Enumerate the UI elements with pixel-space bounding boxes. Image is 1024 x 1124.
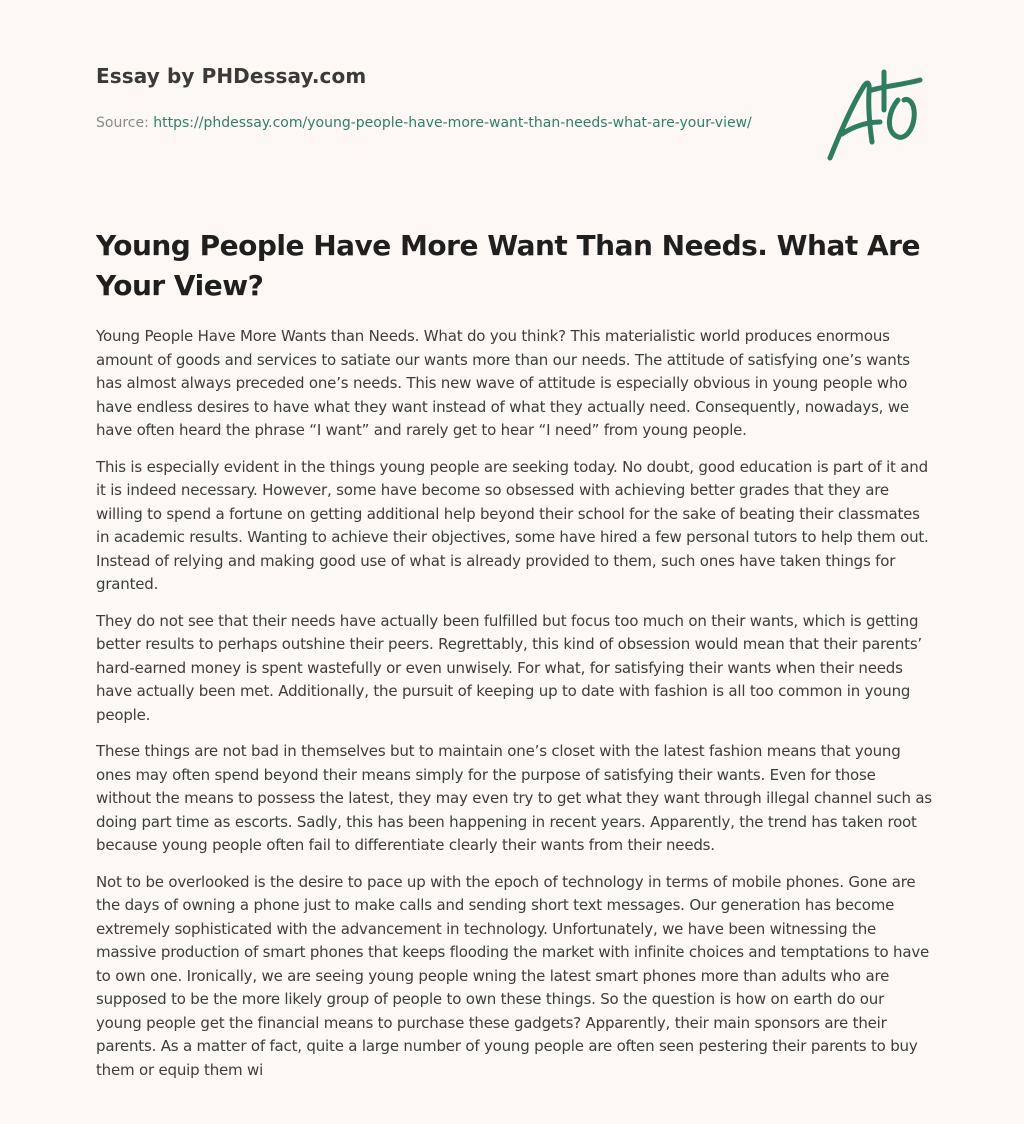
- essay-paragraph: These things are not bad in themselves but to maintain one’s closet with the latest fashion means that young ones may often spend beyond their means simply for the purpose of satisfying their wants. Even for those without the means to possess the latest, they may even try to get what they want through illegal channel such as doing part time as escorts. Sadly, this has been happening in recent years. Apparently, the trend has taken root because young people often fail to differentiate clearly their wants from their needs.: [96, 742, 932, 854]
- essay-paragraph: They do not see that their needs have actually been fulfilled but focus too much on their wants, which is getting better results to perhaps outshine their peers. Regrettably, this kind of obsession would mean that their parents’ hard-earned money is spent wastefully or even unwisely. For what, for satisfying their wants when their needs have actually been met. Additionally, the pursuit of keeping up to date with fashion is all too common in young people.: [96, 611, 922, 724]
- a-plus-logo-icon: [824, 66, 928, 166]
- essay-body: [96, 325, 932, 1095]
- site-title: Essay by PHDessay.com: [96, 64, 367, 88]
- source-link[interactable]: https://phdessay.com/young-people-have-more-want-than-needs-what-are-your-view/: [153, 115, 752, 131]
- essay-paragraph: This is especially evident in the things young people are seeking today. No doubt, good education is part of it and it is indeed necessary. However, some have become so obsessed with achieving better grades that they are willing to spend a fortune on getting additional help beyond their school for the sake of beating their classmates in academic results. Wanting to achieve their objectives, some have hired a few personal tutors to help them out. Instead of relying and making good use of what is already provided to them, such ones have taken things for granted.: [96, 457, 929, 593]
- source-label: Source:: [96, 115, 149, 131]
- essay-paragraph: Young People Have More Wants than Needs. What do you think? This materialistic world produces enormous amount of goods and services to satiate our wants more than our needs. The attitude of satisfying one’s wants has almost always preceded one’s needs. This new wave of attitude is especially obvious in young people who have endless desires to have what they want instead of what they actually need. Consequently, nowadays, we have often heard the phrase “I want” and rarely get to hear “I need” from young people.: [96, 327, 910, 439]
- essay-title: Young People Have More Want Than Needs. What Are Your View?: [96, 229, 920, 302]
- essay-paragraph: Not to be overlooked is the desire to pace up with the epoch of technology in terms of mobile phones. Gone are the days of owning a phone just to make calls and sending short text messages. Our generation has become extremely sophisticated with the advancement in technology. Unfortunately, we have been witnessing the massive production of smart phones that keeps flooding the market with infinite choices and temptations to have to own one. Ironically, we are seeing young people wning the latest smart phones more than adults who are supposed to be the more likely group of people to own these things. So the question is how on earth do our young people get the financial means to purchase these gadgets? Apparently, their main sponsors are their parents. As a matter of fact, quite a large number of young people are often seen pestering their parents to buy them or equip them wi: [96, 872, 930, 1079]
- source-line: [96, 112, 756, 135]
